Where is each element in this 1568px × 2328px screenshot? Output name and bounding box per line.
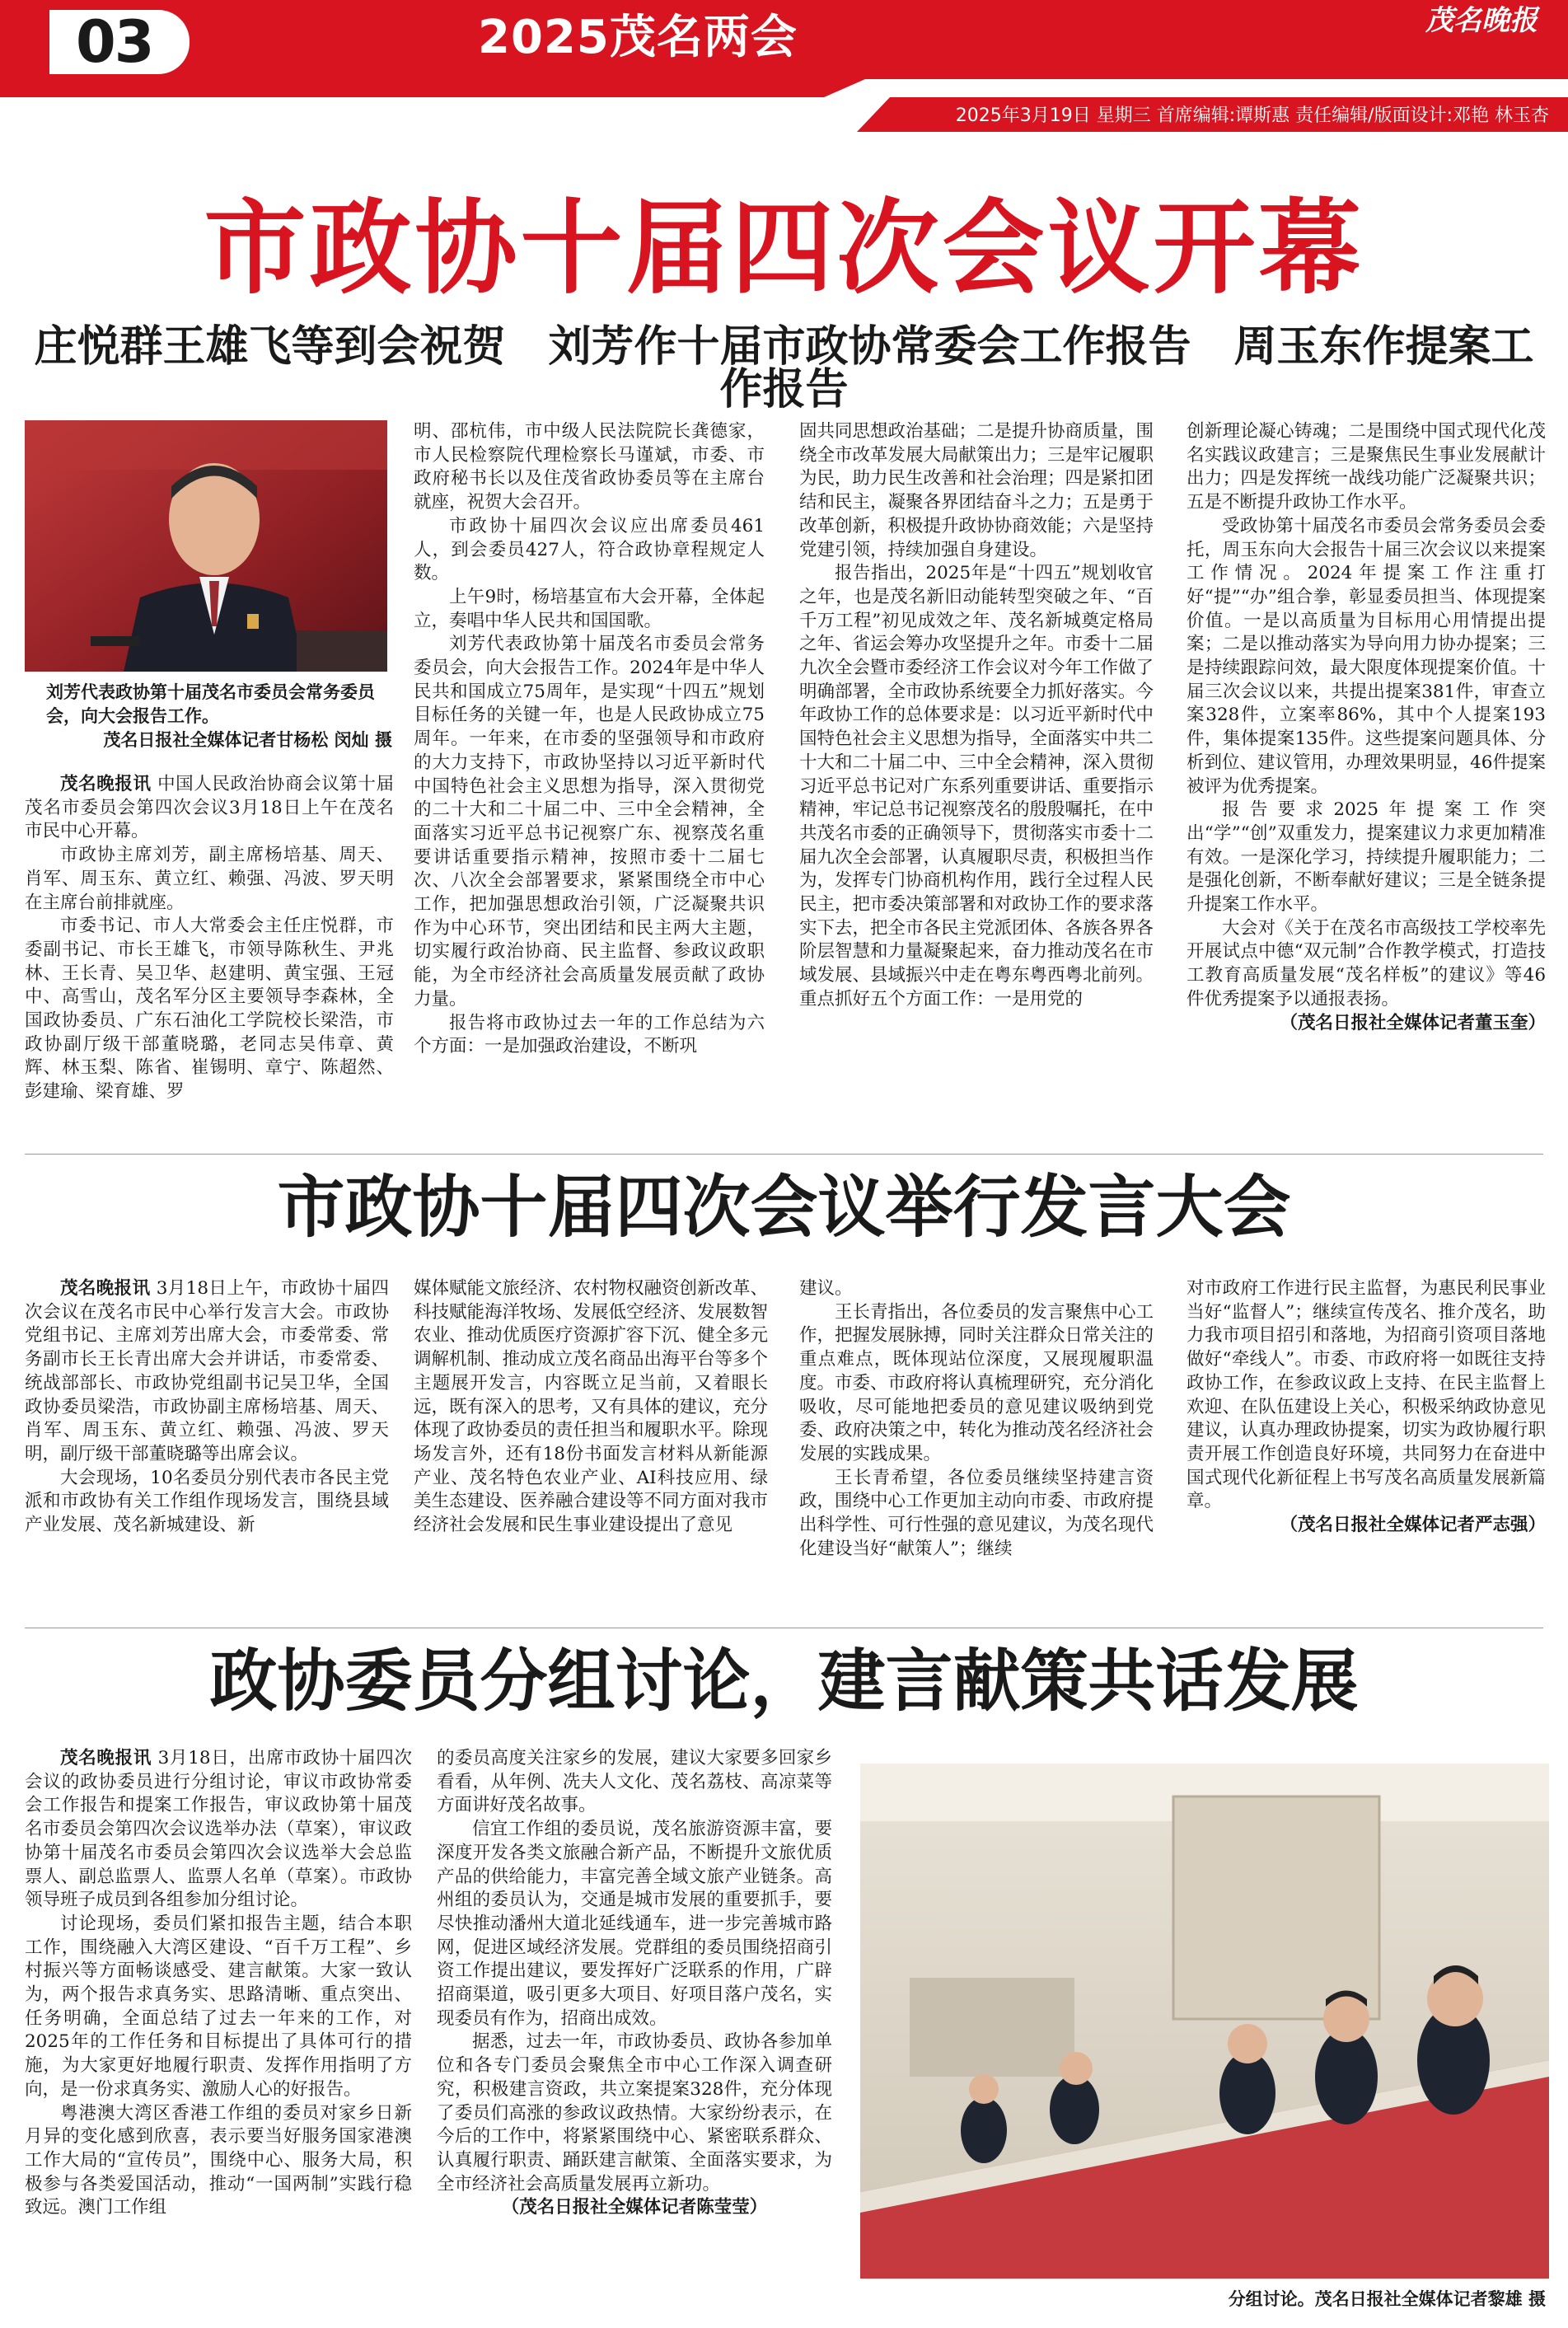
paragraph: 大会对《关于在茂名市高级技工学校率先开展试点中德“双元制”合作教学模式，打造技工教育高质量发展“茂名样板”的建议》等46件优秀提案予以通报表扬。: [1187, 917, 1546, 1009]
story2-column-1: [25, 1277, 389, 1538]
paragraph: 大会现场，10名委员分别代表市各民主党派和市政协有关工作组作现场发言，围绕县域产业发展、茂名新城建设、新: [25, 1467, 389, 1536]
paragraph: 明、邵杭伟，市中级人民法院院长龚德家，市人民检察院代理检察长马谨斌，市委、市政府秘书长以及住茂省政协委员等在主席台就座，祝贺大会召开。: [414, 421, 765, 513]
masthead-logo: 茂名晚报: [1425, 4, 1538, 37]
paragraph: 上午9时，杨培基宣布大会开幕，全体起立，奏唱中华人民共和国国歌。: [414, 586, 765, 631]
paragraph: 王长青指出，各位委员的发言聚焦中心工作，把握发展脉搏，同时关注群众日常关注的重点难点，既体现站位深度，又展现履职温度。市委、市政府将认真梳理研究，充分消化吸收，尽可能地把委员的意见建议吸纳到党委、政府决策之中，转化为推动茂名经济社会发展的实践成果。: [799, 1301, 1154, 1464]
paragraph: 媒体赋能文旅经济、农村物权融资创新改革、科技赋能海洋牧场、发展低空经济、发展数智农业、推动优质医疗资源扩容下沉、健全多元调解机制、推动成立茂名商品出海平台等多个主题展开发言，内容既立足当前，又着眼长远，既有深入的思考，又有具体的建议，充分体现了政协委员的责任担当和履职水平。除现场发言外，还有18份书面发言材料从新能源产业、茂名特色农业产业、AI科技应用、绿美生态建设、医养融合建设等不同方面对我市经济社会发展和民生事业建设提出了意见: [414, 1278, 769, 1536]
story2-byline: （茂名日报社全媒体记者严志强）: [1280, 1515, 1546, 1536]
paragraph: 王长青希望，各位委员继续坚持建言资政，围绕中心工作更加主动向市委、市政府提出科学性、可行性强的意见建议，为茂名现代化建设当好“献策人”；继续: [799, 1467, 1154, 1559]
group-discussion-photo: [860, 1764, 1549, 2279]
story2-column-3: [799, 1277, 1154, 1561]
photo-credit: 茂名日报社全媒体记者甘杨松 闵灿 摄: [103, 730, 392, 750]
section-title: 2025茂名两会: [478, 11, 798, 64]
story2-headline: 市政协十届四次会议举行发言大会: [277, 1169, 1291, 1247]
paragraph: 茂名晚报讯 3月18日上午，市政协十届四次会议在茂名市民中心举行发言大会。市政协党组书记、主席刘芳出席大会，市委常委、常务副市长王长青出席大会并讲话，市委常委、统战部部长、市政协党组副书记吴卫华，全国政协委员梁浩，市政协副主席杨培基、周天、肖军、周玉东、黄立红、赖强、冯波、罗天明，副厅级干部董晓璐等出席会议。: [25, 1278, 389, 1464]
paragraph: 固共同思想政治基础；二是提升协商质量，围绕全市改革发展大局献策出力；三是牢记履职为民，助力民生改善和社会治理；四是紧扣团结和民主，凝聚各界团结奋斗之力；五是勇于改革创新，积极提升政协协商效能；六是坚持党建引领，持续加强自身建设。: [799, 421, 1154, 560]
paragraph: 对市政府工作进行民主监督，为惠民利民事业当好“监督人”；继续宣传茂名、推介茂名，助力我市项目招引和落地，为招商引资项目落地做好“牵线人”。市委、市政府将一如既往支持政协工作，在参政议政上支持、在民主监督上欢迎、在队伍建设上关心，积极采纳政协意见建议，认真办理政协提案，切实为政协履行职责开展工作创造良好环境，共同努力在奋进中国式现代化新征程上书写茂名高质量发展新篇章。: [1187, 1278, 1546, 1512]
story1-column-4: [1187, 420, 1546, 1035]
story3-headline: 政协委员分组讨论，建言献策共话发展: [209, 1642, 1359, 1721]
story3-byline: （茂名日报社全媒体记者陈莹莹）: [501, 2197, 768, 2218]
paragraph: 报告将市政协过去一年的工作总结为六个方面：一是加强政治建设，不断巩: [414, 1012, 765, 1057]
paragraph: 茂名晚报讯 中国人民政治协商会议第十届茂名市委员会第四次会议3月18日上午在茂名市民中心开幕。: [25, 774, 394, 842]
edition-meta: 2025年3月19日 星期三 首席编辑:谭斯惠 责任编辑/版面设计:邓艳 林玉杏: [955, 105, 1549, 126]
story2-column-4: [1187, 1277, 1546, 1538]
story1-column-1: [25, 773, 394, 1104]
story1-column-2: [414, 420, 765, 1059]
paragraph: 建议。: [799, 1278, 853, 1299]
story1-byline: （茂名日报社全媒体记者董玉奎）: [1280, 1012, 1546, 1033]
paragraph: 刘芳代表政协第十届茂名市委员会常务委员会，向大会报告工作。2024年是中华人民共和国成立75周年，是实现“十四五”规划目标任务的关键一年，也是人民政协成立75周年。一年来，在市委的坚强领导和市政府的大力支持下，市政协坚持以习近平新时代中国特色社会主义思想为指导，深入贯彻党的二十大和二十届二中、三中全会精神，全面落实习近平总书记视察广东、视察茂名重要讲话重要指示精神，按照市委十二届七次、八次全会部署要求，紧紧围绕全市中心工作，把加强思想政治引领，广泛凝聚共识作为中心环节，突出团结和民主两大主题，切实履行政治协商、民主监督、参政议政职能，为全市经济社会高质量发展贡献了政协力量。: [414, 634, 765, 1009]
story3-column-1: [25, 1747, 412, 2220]
main-subheadline: 庄悦群王雄飞等到会祝贺 刘芳作十届市政协常委会工作报告 周玉东作提案工作报告: [34, 322, 1534, 415]
paragraph: 的委员高度关注家乡的发展，建议大家要多回家乡看看，从年例、冼夫人文化、茂名荔枝、高凉菜等方面讲好茂名故事。: [437, 1748, 832, 1816]
paragraph: 市政协十届四次会议应出席委员461人，到会委员427人，符合政协章程规定人数。: [414, 515, 765, 584]
story2-column-2: [414, 1277, 768, 1538]
paragraph: 市委书记、市人大常委会主任庄悦群，市委副书记、市长王雄飞，市领导陈秋生、尹兆林、王长青、吴卫华、赵建明、黄宝强、王冠中、高雪山，茂名军分区主要领导李森林，全国政协委员、广东石油化工学院校长梁浩，市政协副厅级干部董晓璐，老同志吴伟章、黄辉、林玉梨、陈省、崔锡明、章宁、陈超然、彭建瑜、梁育雄、罗: [25, 916, 394, 1103]
story1-column-3: [799, 420, 1154, 1012]
paragraph: 据悉，过去一年，市政协委员、政协各参加单位和各专门委员会聚焦全市中心工作深入调查研究，积极建言资政，共立案提案328件，充分体现了委员们高涨的参政议政热情。大家纷纷表示，在今后的工作中，将紧紧围绕中心、紧密联系群众、认真履行职责、踊跃建言献策、全面落实要求，为全市经济社会高质量发展再立新功。: [437, 2031, 832, 2195]
photo-caption: 刘芳代表政协第十届茂名市委员会常务委员会，向大会报告工作。: [46, 682, 375, 726]
section-divider: [25, 1154, 1543, 1155]
paragraph: 市政协主席刘芳，副主席杨培基、周天、肖军、周玉东、黄立红、赖强、冯波、罗天明在主席台前排就座。: [25, 845, 394, 913]
paragraph: 报告要求2025年提案工作突出“学”“创”双重发力，提案建议力求更加精准有效。一是深化学习，持续提升履职能力；二是强化创新，不断奉献好建议；三是全链条提升提案工作水平。: [1187, 799, 1546, 916]
paragraph: 讨论现场，委员们紧扣报告主题，结合本职工作，围绕融入大湾区建设、“百千万工程”、乡村振兴等方面畅谈感受、建言献策。大家一致认为，两个报告求真务实、思路清晰、重点突出、任务明确，全面总结了过去一年来的工作，对2025年的工作任务和目标提出了具体可行的措施，为大家更好地履行职责、发挥作用指明了方向，是一份求真务实、激励人心的好报告。: [25, 1913, 412, 2100]
photo-caption: 分组讨论。茂名日报社全媒体记者黎雄 摄: [1228, 2289, 1546, 2309]
speaker-photo: [25, 420, 387, 672]
page-number: 03: [76, 8, 153, 76]
main-headline: 市政协十届四次会议开幕: [204, 190, 1364, 308]
paragraph: 创新理论凝心铸魂；二是围绕中国式现代化茂名实践议政建言；三是聚焦民生事业发展献计出力；四是发挥统一战线功能广泛凝聚共识；五是不断提升政协工作水平。: [1187, 421, 1546, 513]
paragraph: 粤港澳大湾区香港工作组的委员对家乡日新月异的变化感到欣喜，表示要当好服务国家港澳工作大局的“宣传员”，围绕中心、服务大局，积极参与各类爱国活动，推动“一国两制”实践行稳致远。澳门工作组: [25, 2102, 412, 2218]
paragraph: 信宜工作组的委员说，茂名旅游资源丰富，要深度开发各类文旅融合新产品，不断提升文旅优质产品的供给能力，丰富完善全域文旅产业链条。高州组的委员认为，交通是城市发展的重要抓手，要尽快推动潘州大道北延线通车，进一步完善城市路网，促进区域经济发展。党群组的委员围绕招商引资工作提出建议，要发挥好广泛联系的作用，广辟招商渠道，吸引更多大项目、好项目落户茂名，实现委员有作为，招商出成效。: [437, 1819, 832, 2029]
story3-column-2: [437, 1747, 832, 2220]
paragraph: 报告指出，2025年是“十四五”规划收官之年，也是茂名新旧动能转型突破之年、“百千万工程”初见成效之年、茂名新城奠定格局之年、省运会筹办攻坚提升之年。市委十二届九次全会暨市委经济工作会议对今年工作做了明确部署，全市政协系统要全力抓好落实。今年政协工作的总体要求是：以习近平新时代中国特色社会主义思想为指导，全面落实中共二十大和二十届二中、三中全会精神，深入贯彻习近平总书记对广东系列重要讲话、重要指示精神，牢记总书记视察茂名的殷殷嘱托，在中共茂名市委的正确领导下，贯彻落实市委十二届九次全会部署，认真履职尽责，积极担当作为，发挥专门协商机构作用，践行全过程人民民主，把市委决策部署和对政协工作的要求落实下去，把全市各民主党派团体、各族各界各阶层智慧和力量凝聚起来，奋力推动茂名在市域发展、县域振兴中走在粤东粤西粤北前列。重点抓好五个方面工作：一是用党的: [799, 563, 1154, 1009]
paragraph: 茂名晚报讯 3月18日，出席市政协十届四次会议的政协委员进行分组讨论，审议市政协常委会工作报告和提案工作报告，审议政协第十届茂名市委员会第四次会议选举办法（草案），审议政协第十届茂名市委员会第四次会议选举大会总监票人、副总监票人、监票人名单（草案）。市政协领导班子成员到各组参加分组讨论。: [25, 1748, 412, 1911]
paragraph: 受政协第十届茂名市委员会常务委员会委托，周玉东向大会报告十届三次会议以来提案工作情况。2024年提案工作注重打好“提”“办”组合拳，彰显委员担当、体现提案价值。一是以高质量为目标用心用情提出提案；二是以推动落实为导向用力协办提案；三是持续跟踪问效，最大限度体现提案价值。十届三次会议以来，共提出提案381件，审查立案328件，立案率86%，其中个人提案193件，集体提案135件。这些提案问题具体、分析到位、建议管用，办理效果明显，46件提案被评为优秀提案。: [1187, 515, 1546, 797]
